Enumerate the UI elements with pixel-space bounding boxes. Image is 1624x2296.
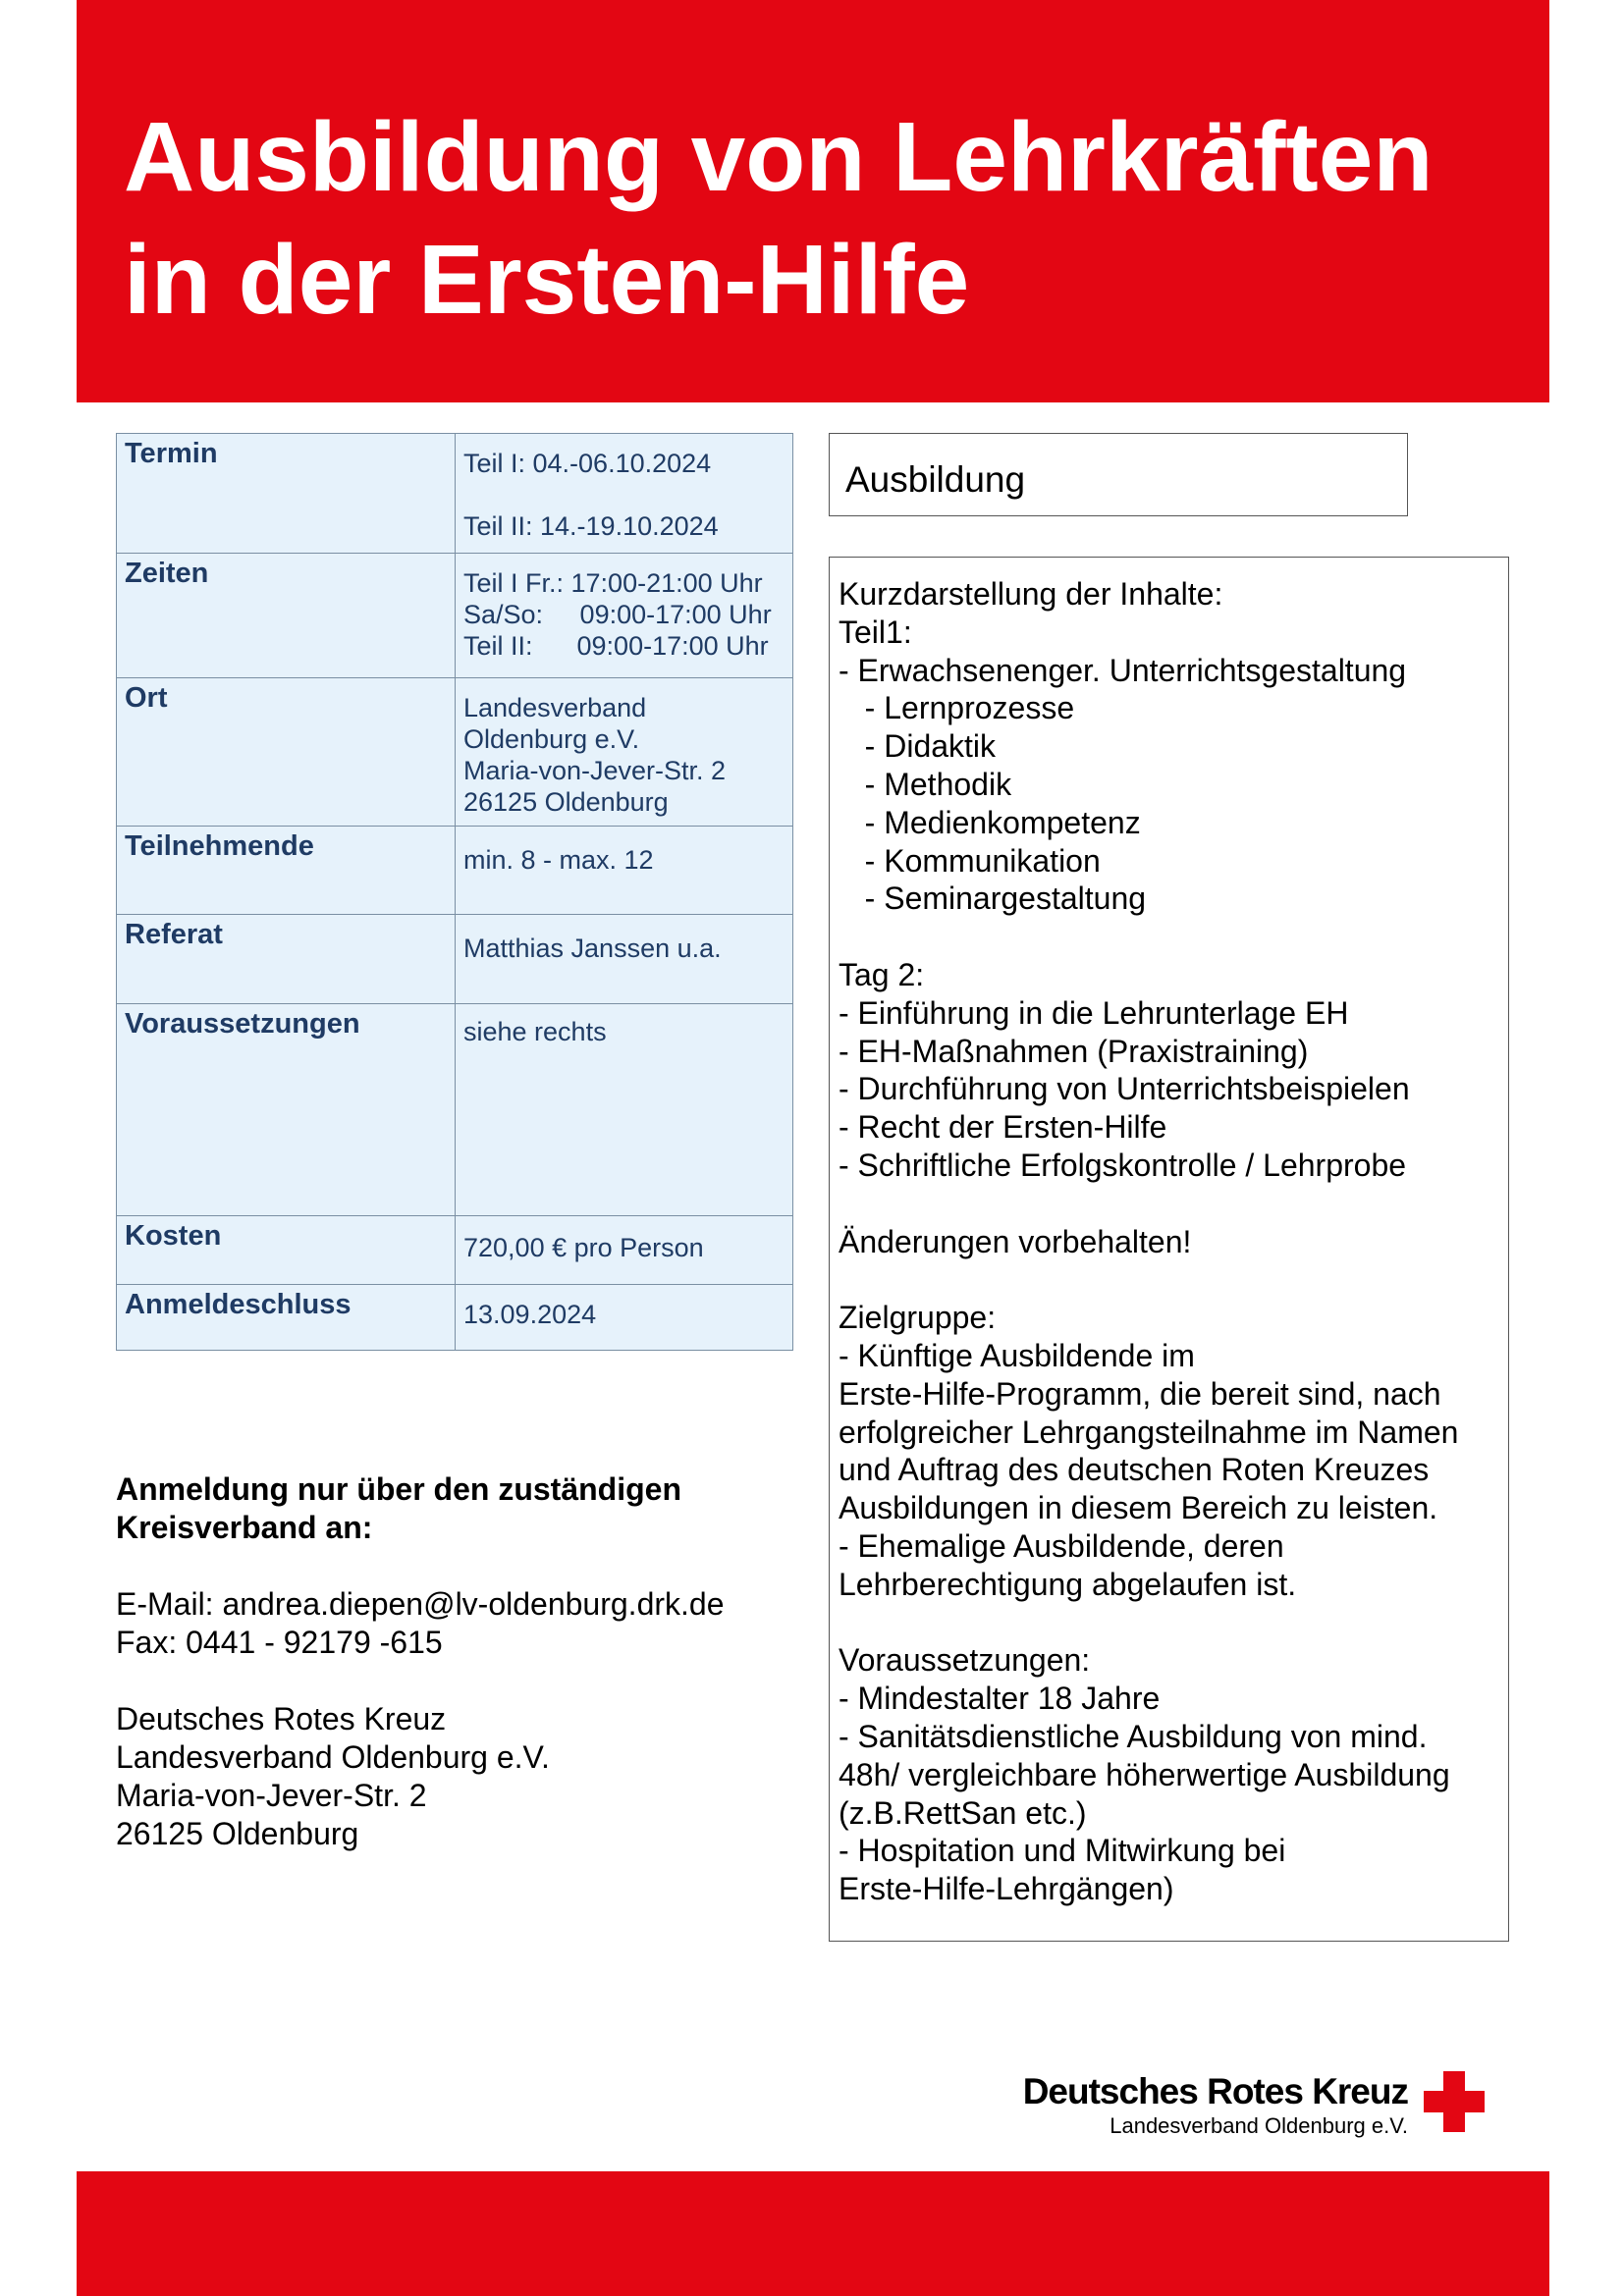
course-content-box [829,557,1509,1942]
address-line: Deutsches Rotes Kreuz [116,1701,447,1736]
address-line: 26125 Oldenburg [116,1816,359,1851]
address-line: Landesverband Oldenburg e.V. [116,1739,550,1775]
value-line: Teil I Fr.: 17:00-21:00 Uhr [463,568,763,598]
table-row-voraussetzungen [117,1004,793,1216]
section-title-box: Ausbildung [829,433,1408,516]
row-label: Teilnehmende [117,827,456,915]
value-line: 13.09.2024 [463,1300,597,1329]
title-line-2: in der Ersten-Hilfe [124,225,970,335]
row-value [456,434,793,554]
value-line: Teil II: 09:00-17:00 Uhr [463,631,769,661]
content-line: - Erwachsenenger. Unterrichtsgestaltung [839,652,1407,688]
table-row-kosten [117,1216,793,1285]
table-row-anmeldeschluss [117,1285,793,1351]
content-line: (z.B.RettSan etc.) [839,1794,1087,1831]
fax-number: Fax: 0441 - 92179 -615 [116,1625,443,1660]
content-line: und Auftrag des deutschen Roten Kreuzes [839,1452,1430,1488]
content-line [839,1260,1500,1299]
row-value [456,1004,793,1216]
content-line: erfolgreicher Lehrgangsteilnahme im Namen [839,1414,1459,1450]
content-line: - Mindestalter 18 Jahre [839,1681,1161,1717]
content-line: - Einführung in die Lehrunterlage EH [839,994,1349,1031]
content-line: Erste-Hilfe-Programm, die bereit sind, nach [839,1375,1441,1412]
row-value [456,1285,793,1351]
content-line: - Methodik [839,766,1012,802]
row-value [456,554,793,678]
value-line: Maria-von-Jever-Str. 2 [463,756,727,785]
drk-logo [974,2071,1485,2140]
content-line: - Kommunikation [839,842,1101,879]
value-line: Sa/So: 09:00-17:00 Uhr [463,600,772,629]
row-value [456,827,793,915]
content-line: Änderungen vorbehalten! [839,1223,1192,1259]
content-line: - Lernprozesse [839,690,1075,726]
registration-contact [116,1470,803,1853]
content-line: Lehrberechtigung abgelaufen ist. [839,1566,1297,1602]
value-line: 26125 Oldenburg [463,787,669,817]
content-line: Tag 2: [839,956,925,992]
content-line: Teil1: [839,614,912,650]
logo-name: Deutsches Rotes Kreuz [1022,2071,1408,2111]
title-line-1: Ausbildung von Lehrkräften [124,102,1434,212]
footer-bar [77,2171,1549,2296]
content-line: - EH-Maßnahmen (Praxistraining) [839,1033,1309,1069]
row-label: Ort [117,678,456,827]
row-label: Anmeldeschluss [117,1285,456,1351]
content-line: Voraussetzungen: [839,1642,1091,1679]
address-line: Maria-von-Jever-Str. 2 [116,1778,427,1813]
content-line: - Didaktik [839,728,997,765]
content-line: - Schriftliche Erfolgskontrolle / Lehrprobe [839,1147,1407,1183]
value-line: Teil II: 14.-19.10.2024 [463,511,719,541]
red-cross-icon [1424,2071,1485,2132]
row-value [456,915,793,1004]
table-row-referat [117,915,793,1004]
content-line: - Hospitation und Mitwirkung bei [839,1833,1286,1869]
row-label: Voraussetzungen [117,1004,456,1216]
content-line: Kurzdarstellung der Inhalte: [839,576,1223,612]
value-line: min. 8 - max. 12 [463,845,654,875]
course-info-table [116,433,793,1351]
value-line: Teil I: 04.-06.10.2024 [463,449,712,478]
value-line: siehe rechts [463,1017,607,1046]
value-line: Oldenburg e.V. [463,724,640,754]
content-line [839,1185,1500,1223]
page-title [124,96,1433,342]
table-row-teilnehmende [117,827,793,915]
content-line: Ausbildungen in diesem Bereich zu leisten. [839,1490,1438,1526]
row-label: Zeiten [117,554,456,678]
content-line: - Seminargestaltung [839,881,1147,917]
logo-subtitle: Landesverband Oldenburg e.V. [1110,2113,1408,2138]
content-line: - Künftige Ausbildende im [839,1337,1195,1373]
title-banner [77,0,1549,402]
row-label: Kosten [117,1216,456,1285]
value-line: Landesverband [463,693,647,722]
value-line: Matthias Janssen u.a. [463,934,722,963]
row-label: Termin [117,434,456,554]
content-line [839,1604,1500,1642]
value-line [463,479,792,510]
content-line [839,918,1500,956]
content-line: - Ehemalige Ausbildende, deren [839,1527,1284,1564]
row-value [456,1216,793,1285]
content-line: - Durchführung von Unterrichtsbeispielen [839,1071,1410,1107]
table-row-zeiten [117,554,793,678]
content-line: - Recht der Ersten-Hilfe [839,1109,1167,1146]
contact-heading-line: Kreisverband an: [116,1510,373,1545]
row-label: Referat [117,915,456,1004]
content-line: 48h/ vergleichbare höherwertige Ausbildung [839,1756,1450,1792]
content-line: - Sanitätsdienstliche Ausbildung von mind. [839,1718,1428,1754]
content-line: Zielgruppe: [839,1300,997,1336]
email-address[interactable]: E-Mail: andrea.diepen@lv-oldenburg.drk.de [116,1586,725,1622]
content-line: - Medienkompetenz [839,804,1141,840]
value-line: 720,00 € pro Person [463,1233,704,1262]
contact-heading-line: Anmeldung nur über den zuständigen [116,1471,681,1507]
content-line: Erste-Hilfe-Lehrgängen) [839,1871,1174,1907]
table-row-ort [117,678,793,827]
table-row-termin [117,434,793,554]
row-value [456,678,793,827]
